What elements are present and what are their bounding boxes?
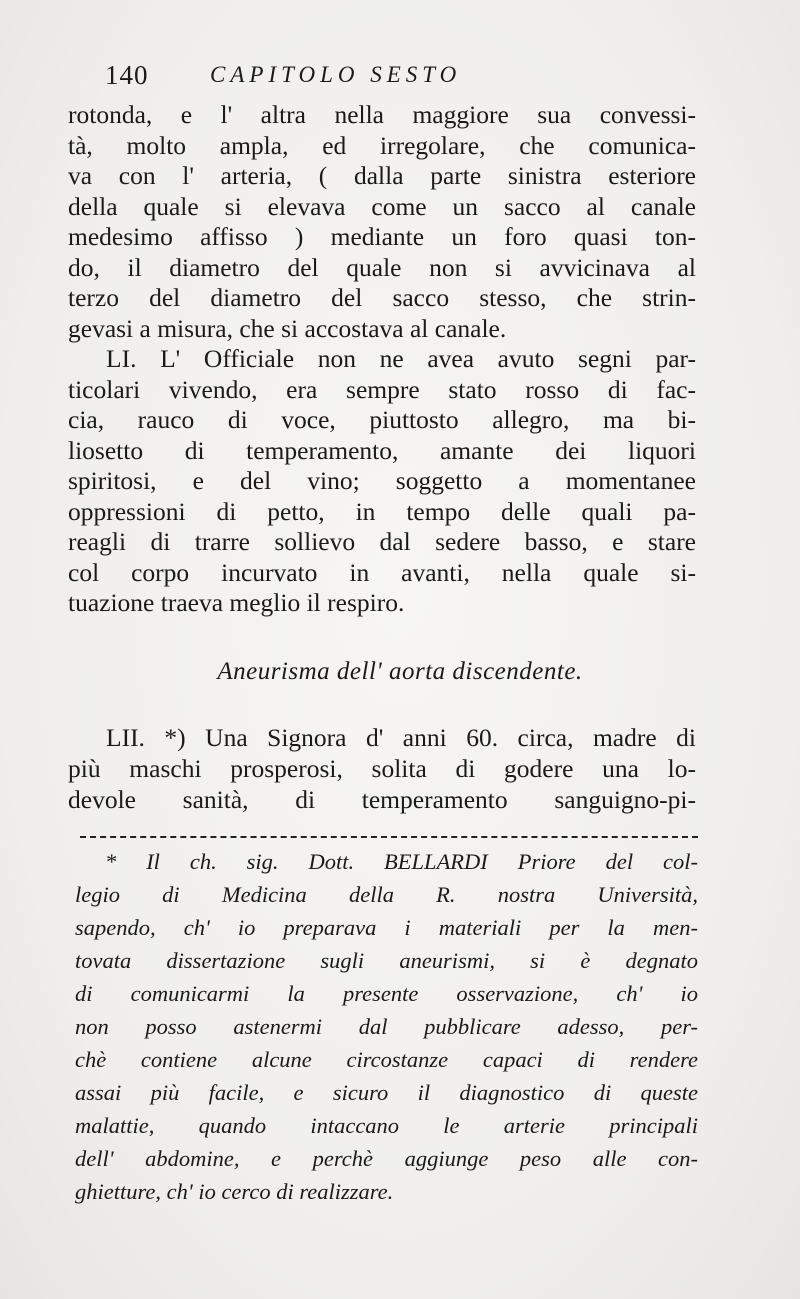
footnote-line: malattie, quando intaccano le arterie principali [75, 1113, 698, 1138]
text-line: più maschi prosperosi, solita di godere una lo- [68, 754, 696, 783]
text-line: terzo del diametro del sacco stesso, che strin- [68, 283, 696, 312]
text-line: spiritosi, e del vino; soggetto a momentanee [68, 466, 696, 495]
text-line: tà, molto ampla, ed irregolare, che comunica- [68, 130, 696, 160]
text-line: devole sanità, di temperamento sanguigno-pi- [68, 785, 696, 814]
text-line: va con l' arteria, ( dalla parte sinistra esteriore [68, 161, 696, 190]
footnote-line: dell' abdomine, e perchè aggiunge peso alle con- [75, 1146, 698, 1171]
running-head: CAPITOLO SESTO [210, 62, 462, 87]
body-text [68, 100, 696, 619]
footnote-line: di comunicarmi la presente osservazione, ch' io [75, 981, 698, 1006]
text-line: della quale si elevava come un sacco al canale [68, 191, 696, 221]
footnote [75, 845, 698, 1208]
page-header [105, 58, 705, 94]
footnote-line: sapendo, ch' io preparava i materiali per la men- [75, 915, 698, 940]
footnote-rule [80, 836, 698, 838]
text-line: rotonda, e l' altra nella maggiore sua convessi- [68, 100, 696, 129]
text-line: tuazione traeva meglio il respiro. [68, 588, 405, 617]
footnote-line: * Il ch. sig. Dott. BELLARDI Priore del col- [105, 849, 698, 874]
text-line: oppressioni di petto, in tempo delle quali pa- [68, 496, 696, 526]
footnote-line: legio di Medicina della R. nostra Università, [75, 882, 698, 907]
footnote-line: ghietture, ch' io cerco di realizzare. [75, 1179, 394, 1204]
text-line: gevasi a misura, che si accostava al canale. [68, 313, 507, 343]
text-line: medesimo affisso ) mediante un foro quasi ton- [68, 222, 696, 251]
text-line: cia, rauco di voce, piuttosto allegro, ma bi- [68, 405, 696, 434]
text-line: do, il diametro del quale non si avvicinava al [68, 252, 696, 282]
paragraph-first-line: LI. L' Officiale non ne avea avuto segni par- [106, 344, 696, 373]
footnote-line: non posso astenermi dal pubblicare adesso, per- [75, 1014, 698, 1039]
body-text-continued [68, 722, 696, 815]
text-line: reagli di trarre sollievo dal sedere basso, e stare [68, 527, 696, 556]
paragraph-first-line: LII. *) Una Signora d' anni 60. circa, madre di [106, 723, 696, 752]
footnote-line: chè contiene alcune circostanze capaci di rendere [75, 1047, 698, 1072]
text-line: liosetto di temperamento, amante dei liquori [68, 435, 696, 465]
section-heading: Aneurisma dell' aorta discendente. [217, 658, 583, 685]
footnote-line: tovata dissertazione sugli aneurismi, si è degnato [75, 948, 698, 973]
page-number: 140 [105, 60, 149, 90]
footnote-line: assai più facile, e sicuro il diagnostico di queste [75, 1080, 698, 1105]
text-line: col corpo incurvato in avanti, nella quale si- [68, 557, 696, 587]
text-line: ticolari vivendo, era sempre stato rosso di fac- [68, 374, 696, 404]
